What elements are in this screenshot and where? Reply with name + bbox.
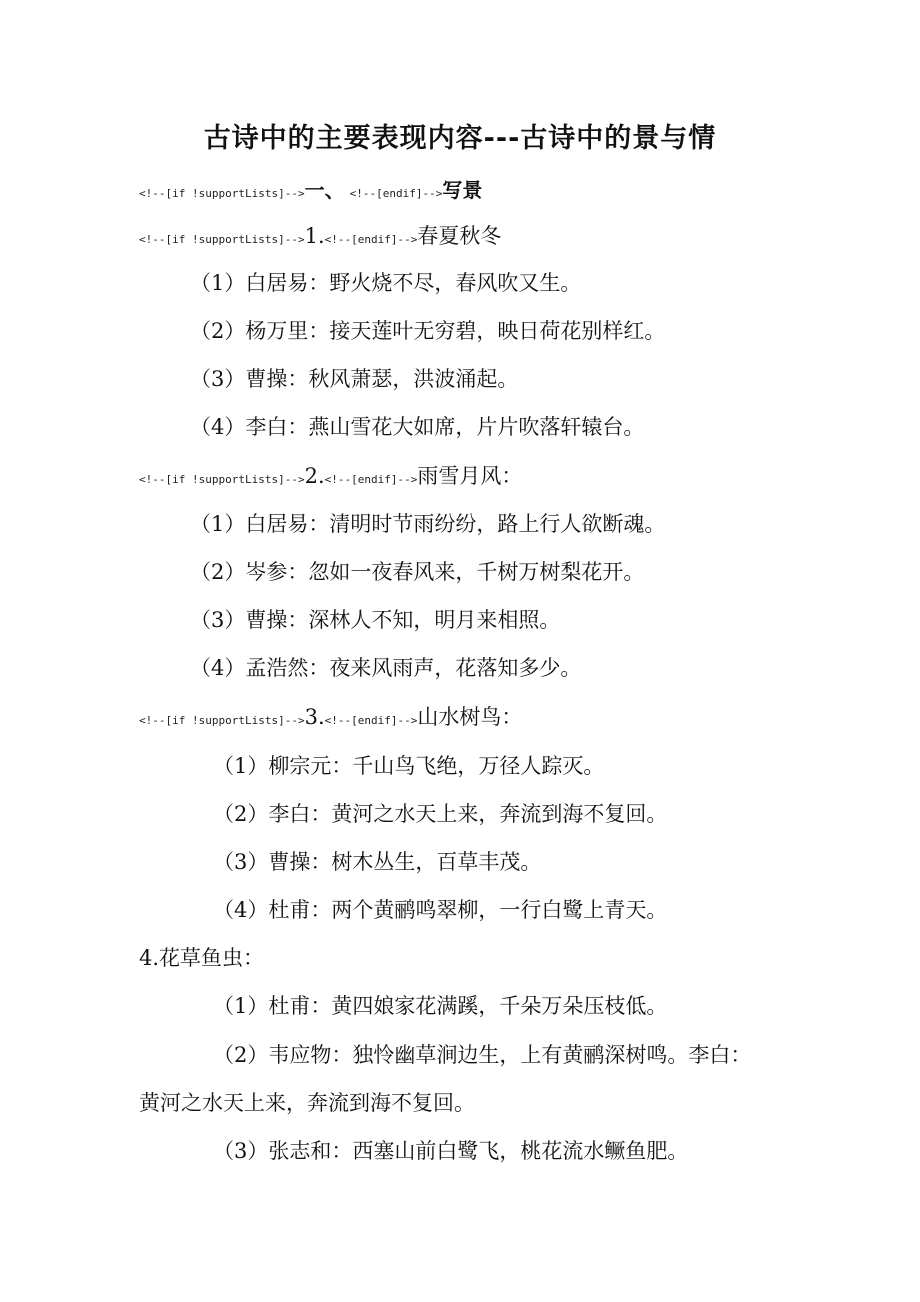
poem-line: （1）柳宗元：千山鸟飞绝，万径人踪灭。 [213,754,605,778]
subheading-label: 雨雪月风： [417,464,523,488]
list-comment-open: <!--[if !supportLists]--> [139,187,305,200]
poem-line: （4）杜甫：两个黄鹂鸣翠柳，一行白鹭上青天。 [213,898,668,922]
poem-line-continued: 黄河之水天上来，奔流到海不复回。 [139,1091,475,1115]
subheading-label: 春夏秋冬 [417,224,502,248]
list-comment-open: <!--[if !supportLists]--> [139,714,305,727]
poem-line: （4）孟浩然：夜来风雨声，花落知多少。 [190,656,582,680]
section-label: 写景 [442,178,483,202]
list-comment-close: <!--[endif]--> [324,714,418,727]
section-number: 一、 [304,178,345,202]
list-comment-close: <!--[endif]--> [324,233,418,246]
poem-line: （2）韦应物：独怜幽草涧边生，上有黄鹂深树鸣。李白： [213,1043,752,1067]
poem-line: （3）曹操：秋风萧瑟，洪波涌起。 [190,367,519,391]
subheading-2 [139,460,522,490]
poem-line: （2）杨万里：接天莲叶无穷碧，映日荷花别样红。 [190,319,666,343]
poem-line: （3）曹操：树木丛生，百草丰茂。 [213,850,542,874]
poem-line: （3）张志和：西塞山前白鹭飞，桃花流水鳜鱼肥。 [213,1139,689,1163]
subheading-number: 2. [304,464,325,488]
subheading-3 [139,701,522,731]
poem-line: （2）岑参：忽如一夜春风来，千树万树梨花开。 [190,560,645,584]
section-heading-1 [139,174,482,203]
poem-line: （4）李白：燕山雪花大如席，片片吹落轩辕台。 [190,415,645,439]
poem-line: （3）曹操：深林人不知，明月来相照。 [190,608,561,632]
subheading-4: 4.花草鱼虫： [139,946,265,970]
poem-line: （1）杜甫：黄四娘家花满蹊，千朵万朵压枝低。 [213,994,668,1018]
subheading-number: 3. [304,705,325,729]
subheading-number: 1. [304,224,325,248]
list-comment-close: <!--[endif]--> [324,473,418,486]
list-comment-open: <!--[if !supportLists]--> [139,233,305,246]
list-comment-open: <!--[if !supportLists]--> [139,473,305,486]
document-title: 古诗中的主要表现内容---古诗中的景与情 [203,123,717,154]
poem-line: （2）李白：黄河之水天上来，奔流到海不复回。 [213,802,668,826]
poem-line: （1）白居易：野火烧不尽，春风吹又生。 [190,271,582,295]
list-comment-close: <!--[endif]--> [349,187,443,200]
subheading-1 [139,220,501,250]
subheading-label: 山水树鸟： [417,705,523,729]
poem-line: （1）白居易：清明时节雨纷纷，路上行人欲断魂。 [190,512,666,536]
